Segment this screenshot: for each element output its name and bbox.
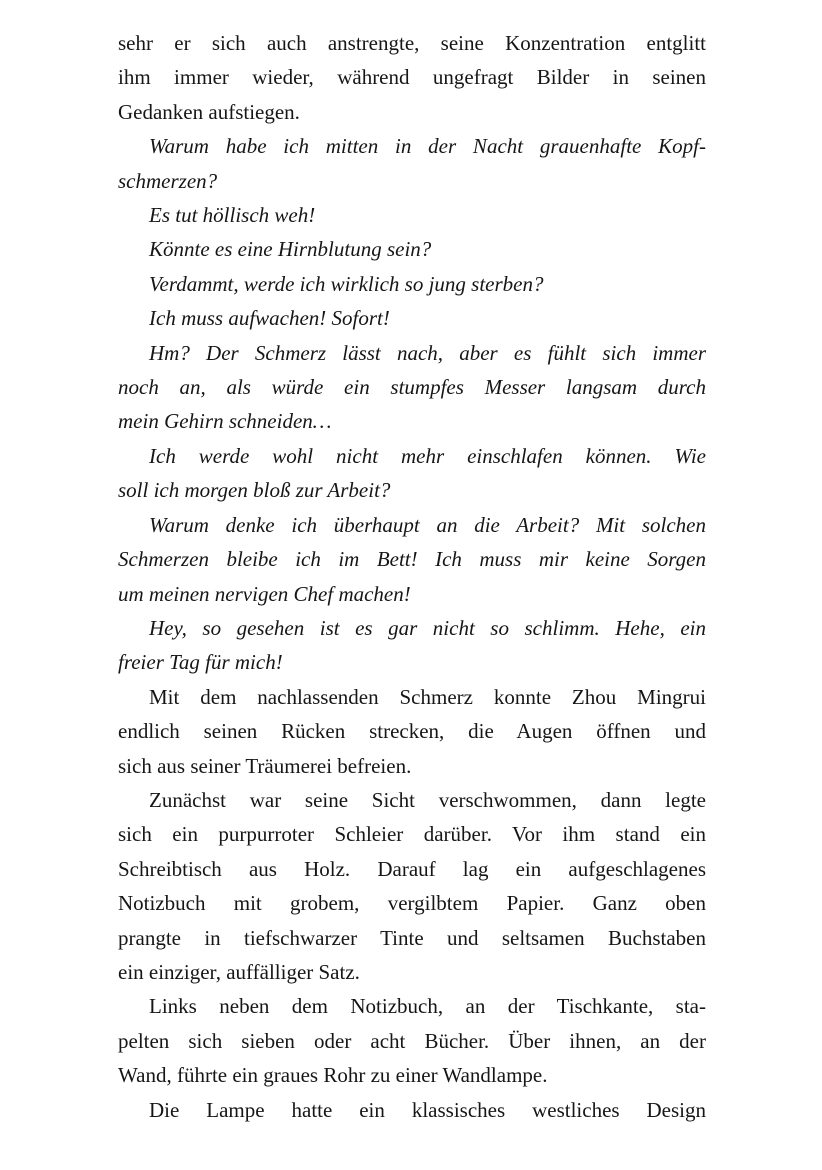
text-line: mein Gehirn schneiden… — [118, 409, 332, 434]
text-line: Links neben dem Notizbuch, an der Tischkante, sta- — [149, 994, 706, 1019]
text-line: Zunächst war seine Sicht verschwommen, dann legte — [149, 787, 706, 812]
text-line: Es tut höllisch weh! — [149, 203, 316, 228]
text-line: Schmerzen bleibe ich im Bett! Ich muss mir keine Sorgen — [118, 547, 706, 572]
text-line: Könnte es eine Hirnblutung sein? — [149, 237, 432, 262]
text-line: ein einziger, auffälliger Satz. — [118, 959, 360, 984]
text-line: sich aus seiner Träumerei befreien. — [118, 753, 412, 778]
text-line: um meinen nervigen Chef machen! — [118, 581, 411, 606]
text-line: schmerzen? — [118, 168, 218, 193]
text-line: Ich werde wohl nicht mehr einschlafen können. Wie — [149, 443, 706, 468]
text-line: Mit dem nachlassenden Schmerz konnte Zhou Mingrui — [149, 684, 706, 709]
text-line: noch an, als würde ein stumpfes Messer langsam durch — [118, 375, 706, 400]
text-line: endlich seinen Rücken strecken, die Augen öffnen und — [118, 719, 706, 744]
text-line: Verdammt, werde ich wirklich so jung sterben? — [149, 271, 544, 296]
text-line: Hey, so gesehen ist es gar nicht so schlimm. Hehe, ein — [149, 615, 706, 640]
text-line: Wand, führte ein graues Rohr zu einer Wandlampe. — [118, 1063, 548, 1088]
text-line: sich ein purpurroter Schleier darüber. Vor ihm stand ein — [118, 822, 706, 847]
text-line: Gedanken aufstiegen. — [118, 99, 300, 124]
text-line: Die Lampe hatte ein klassisches westliches Design — [149, 1097, 706, 1122]
text-line: sehr er sich auch anstrengte, seine Konzentration entglitt — [118, 31, 706, 55]
text-line: soll ich morgen bloß zur Arbeit? — [118, 478, 391, 503]
text-line: Hm? Der Schmerz lässt nach, aber es fühlt sich immer — [149, 340, 706, 365]
text-block — [118, 26, 706, 1127]
text-line: Warum denke ich überhaupt an die Arbeit? Mit solchen — [149, 512, 706, 537]
text-line: Notizbuch mit grobem, vergilbtem Papier. Ganz oben — [118, 891, 706, 916]
text-line: prangte in tiefschwarzer Tinte und seltsamen Buchstaben — [118, 925, 706, 950]
text-line: Warum habe ich mitten in der Nacht grauenhafte Kopf- — [149, 134, 706, 159]
text-line: freier Tag für mich! — [118, 650, 283, 675]
text-line: ihm immer wieder, während ungefragt Bilder in seinen — [118, 65, 706, 90]
text-line: Schreibtisch aus Holz. Darauf lag ein aufgeschlagenes — [118, 856, 706, 881]
text-line: Ich muss aufwachen! Sofort! — [149, 306, 390, 331]
text-line: pelten sich sieben oder acht Bücher. Über ihnen, an der — [118, 1028, 706, 1053]
